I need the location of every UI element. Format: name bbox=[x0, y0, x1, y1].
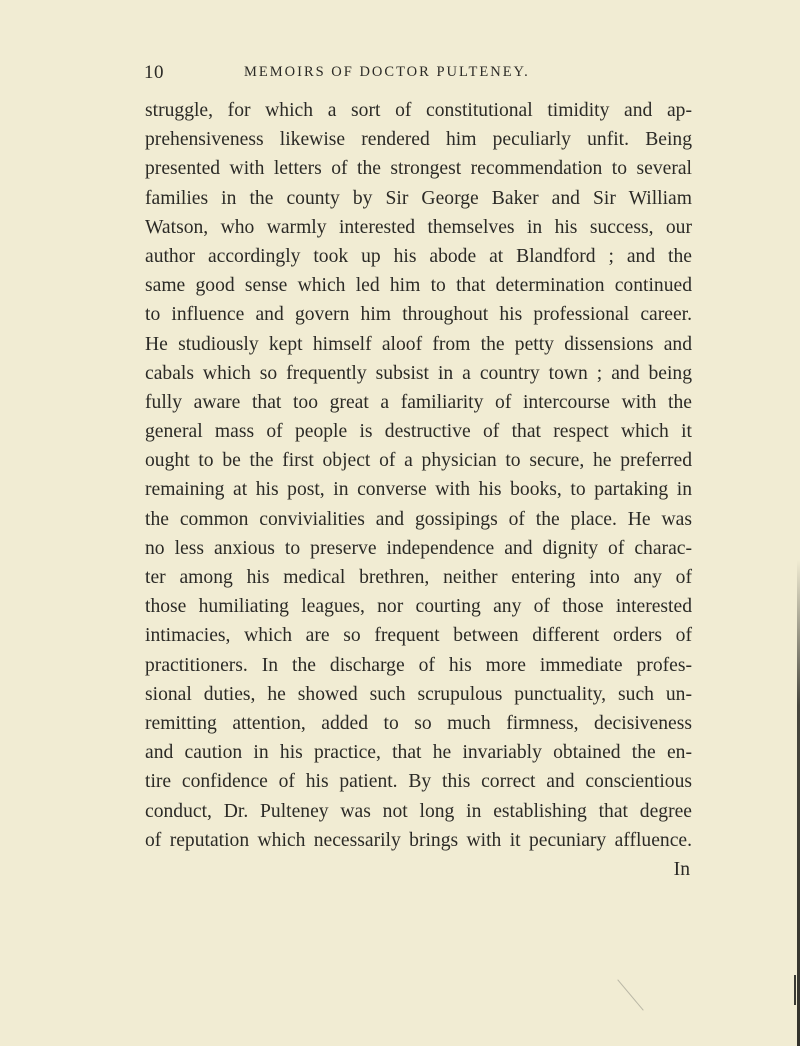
text-line: prehensiveness likewise rendered him peculiarly unfit. Being bbox=[145, 129, 692, 151]
text-line: those humiliating leagues, nor courting any of those interested bbox=[145, 596, 692, 618]
text-line: practitioners. In the discharge of his more immediate profes- bbox=[145, 654, 692, 676]
text-line: struggle, for which a sort of constitutional timidity and ap- bbox=[145, 100, 692, 121]
paper-mark bbox=[617, 979, 643, 1010]
text-line: Watson, who warmly interested themselves in his success, our bbox=[145, 216, 692, 238]
text-line: to influence and govern him throughout his professional career. bbox=[145, 304, 692, 326]
text-line: no less anxious to preserve independence and dignity of charac- bbox=[145, 537, 692, 559]
text-line: conduct, Dr. Pulteney was not long in establishing that degree bbox=[145, 800, 692, 822]
page-number: 10 bbox=[144, 62, 164, 83]
text-line: the common convivialities and gossipings of the place. He was bbox=[145, 508, 692, 530]
text-line: author accordingly took up his abode at Blandford ; and the bbox=[145, 245, 692, 267]
text-line: and caution in his practice, that he invariably obtained the en- bbox=[145, 742, 692, 764]
text-line: general mass of people is destructive of that respect which it bbox=[145, 421, 692, 443]
text-line: of reputation which necessarily brings with it pecuniary affluence. bbox=[145, 829, 692, 851]
catchword: In bbox=[673, 858, 690, 880]
text-line: tire confidence of his patient. By this correct and conscientious bbox=[145, 771, 692, 793]
text-line: presented with letters of the strongest recommendation to several bbox=[145, 158, 692, 180]
text-line: fully aware that too great a familiarity of intercourse with the bbox=[145, 391, 692, 413]
text-line: same good sense which led him to that determination continued bbox=[145, 275, 692, 297]
text-line: ought to be the first object of a physician to secure, he preferred bbox=[145, 450, 692, 472]
text-line: families in the county by Sir George Baker and Sir William bbox=[145, 187, 692, 209]
running-head: MEMOIRS OF DOCTOR PULTENEY. bbox=[244, 64, 530, 80]
text-line: He studiously kept himself aloof from the petty dissensions and bbox=[145, 333, 692, 355]
page-edge-mark bbox=[794, 975, 796, 1005]
text-line: remitting attention, added to so much firmness, decisiveness bbox=[145, 712, 692, 734]
text-line: remaining at his post, in converse with his books, to partaking in bbox=[145, 479, 692, 501]
text-line: sional duties, he showed such scrupulous punctuality, such un- bbox=[145, 683, 692, 705]
page-header bbox=[144, 62, 694, 86]
text-line: cabals which so frequently subsist in a country town ; and being bbox=[145, 362, 692, 384]
body-text bbox=[145, 96, 692, 884]
text-line: ter among his medical brethren, neither entering into any of bbox=[145, 567, 692, 588]
text-line: intimacies, which are so frequent between different orders of bbox=[145, 625, 692, 647]
